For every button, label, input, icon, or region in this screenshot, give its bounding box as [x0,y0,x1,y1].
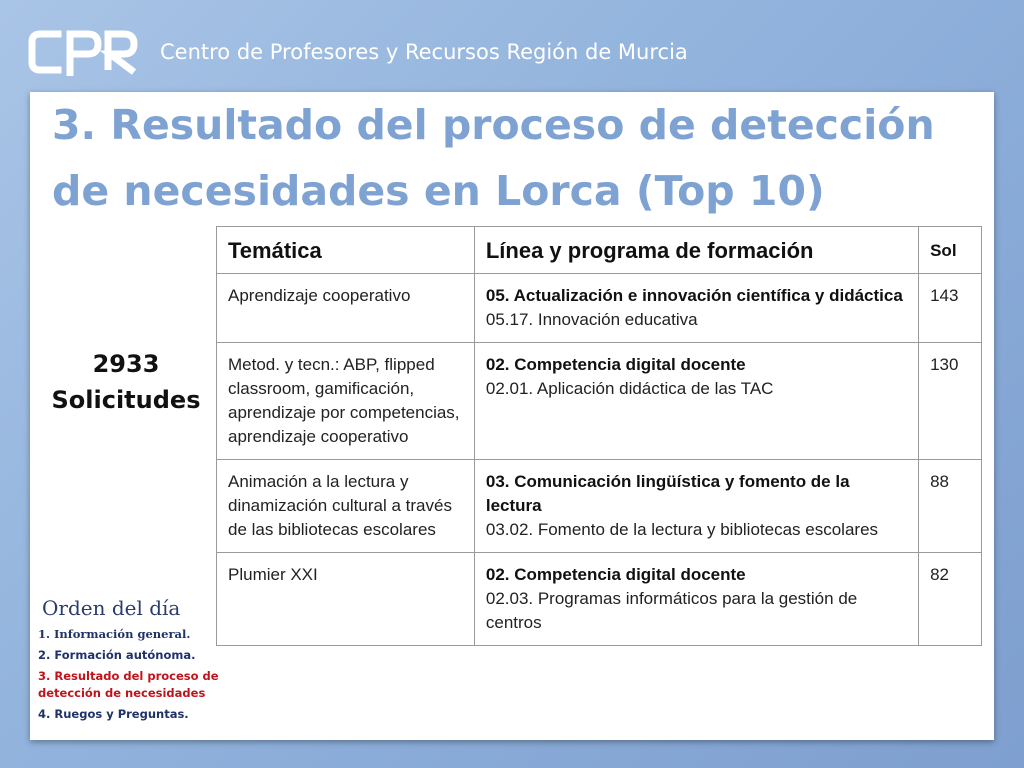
programa-name: 03.02. Fomento de la lectura y bibliotecas escolares [485,520,879,539]
table-row [217,553,982,646]
header-tematica: Temática [217,227,475,274]
agenda [38,596,223,727]
agenda-item[interactable]: 2. Formación autónoma. [38,648,196,662]
results-table [216,226,982,646]
cell-tematica: Aprendizaje cooperativo [217,274,475,343]
table-row [217,460,982,553]
agenda-item[interactable]: 4. Ruegos y Preguntas. [38,707,189,721]
cell-tematica: Metod. y tecn.: ABP, flipped classroom, gamificación, aprendizaje por competencias, aprendizaje cooperativo [217,343,475,460]
linea-name: 05. Actualización e innovación científica y didáctica [485,286,903,305]
cell-sol: 143 [919,274,982,343]
cell-sol: 88 [919,460,982,553]
slide-title [52,92,982,224]
cell-sol: 130 [919,343,982,460]
requests-label: Solicitudes [51,386,201,414]
cell-linea [474,274,918,343]
slide-header [0,0,1024,92]
cell-tematica: Plumier XXI [217,553,475,646]
programa-name: 02.01. Aplicación didáctica de las TAC [485,379,774,398]
table-row [217,274,982,343]
header-linea: Línea y programa de formación [474,227,918,274]
agenda-title: Orden del día [42,596,181,620]
cell-linea [474,553,918,646]
requests-count: 2933 [92,350,160,378]
cpr-logo [28,28,140,78]
programa-name: 02.03. Programas informáticos para la gestión de centros [485,589,858,632]
org-name: Centro de Profesores y Recursos Región de Murcia [160,40,688,64]
cell-linea [474,460,918,553]
cell-sol: 82 [919,553,982,646]
requests-summary [40,346,212,418]
cell-linea [474,343,918,460]
linea-name: 03. Comunicación lingüística y fomento de la lectura [485,472,850,515]
title-line-2: de necesidades en Lorca (Top 10) [52,167,825,215]
agenda-item[interactable]: 1. Información general. [38,627,191,641]
programa-name: 05.17. Innovación educativa [485,310,698,329]
table-row [217,343,982,460]
linea-name: 02. Competencia digital docente [485,355,746,374]
cell-tematica: Animación a la lectura y dinamización cultural a través de las bibliotecas escolares [217,460,475,553]
header-sol: Sol [919,227,982,274]
title-line-1: 3. Resultado del proceso de detección [52,101,935,149]
agenda-item-active[interactable]: 3. Resultado del proceso de detección de necesidades [38,669,219,700]
table-header-row [217,227,982,274]
linea-name: 02. Competencia digital docente [485,565,746,584]
